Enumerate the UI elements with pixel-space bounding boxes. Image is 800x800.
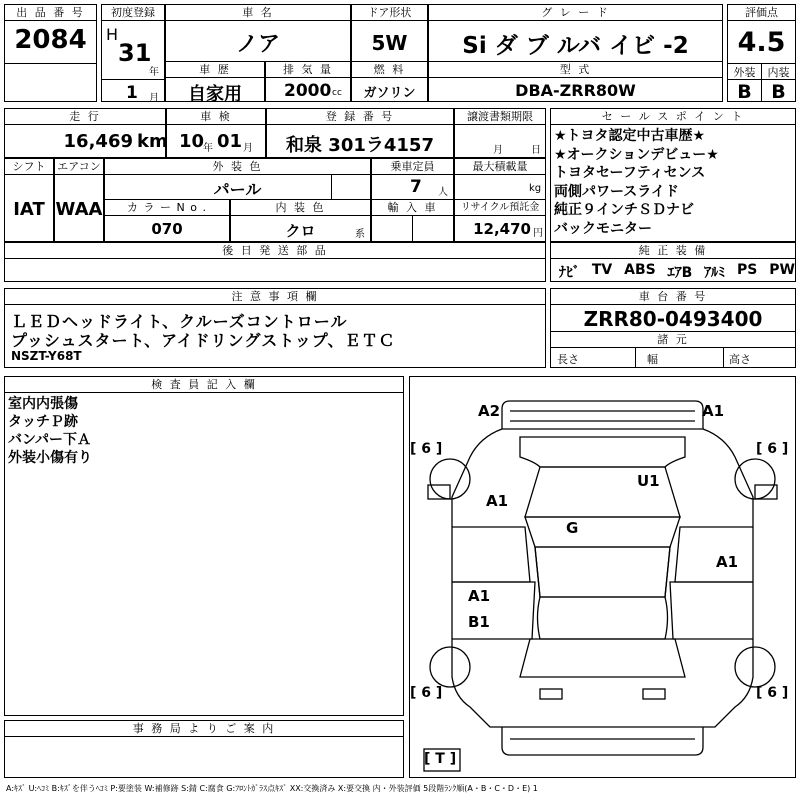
exterior-label: 外装 <box>733 66 756 79</box>
inspector-notes <box>8 395 92 467</box>
capacity-unit: 人 <box>438 187 448 198</box>
fuel-label: 燃 料 <box>352 62 427 78</box>
deferred-parts-label: 後 日 発 送 部 品 <box>5 243 545 259</box>
inspector-note: 室内内張傷 <box>8 396 78 412</box>
tire-front-left: [ 6 ] <box>410 441 443 457</box>
score-cell <box>727 4 796 102</box>
mark-a2-front-left: A2 <box>478 402 501 420</box>
inspector-note: 外装小傷有り <box>8 450 92 466</box>
exterior-grade: B <box>737 81 752 103</box>
registration-label: 登 録 番 号 <box>267 109 453 125</box>
ext-color-value: パール <box>213 180 262 199</box>
notes-line: プッシュスタート、アイドリングストップ、ＥＴＣ <box>11 331 396 350</box>
width-label: 幅 <box>647 353 658 366</box>
sales-points-list <box>554 127 794 238</box>
import-cell <box>371 199 454 242</box>
displacement-value: 2000 <box>284 81 332 101</box>
recycle-cell <box>454 199 546 242</box>
lot-number-label: 出 品 番 号 <box>5 5 96 21</box>
fuel-value: ガソリン <box>363 86 416 101</box>
mark-a1-left-rear: A1 <box>468 587 491 605</box>
sales-point-item: バックモニター <box>554 220 652 237</box>
sales-points-box <box>550 108 796 242</box>
mileage-label: 走 行 <box>5 109 165 125</box>
model-value: DBA-ZRR80W <box>515 81 636 100</box>
shift-value: IAT <box>13 199 45 220</box>
lot-number-cell <box>4 4 97 102</box>
year-value: 31 <box>118 39 152 67</box>
sales-point-item: ★トヨタ認定中古車歴★ <box>554 128 706 144</box>
deferred-parts-cell <box>4 242 546 282</box>
registration-number: 和泉 301ラ4157 <box>286 135 434 156</box>
transfer-deadline-label: 譲渡書類期限 <box>455 109 545 125</box>
history-cell <box>165 61 265 105</box>
recycle-value: 12,470 <box>473 220 531 238</box>
ac-cell <box>54 158 104 242</box>
score-value: 4.5 <box>737 27 786 58</box>
tire-front-right: [ 6 ] <box>756 441 789 457</box>
equipment-item: TV <box>591 262 613 278</box>
legend-text: A:ｷｽﾞ U:ﾍｺﾐ B:ｷｽﾞを伴うﾍｺﾐ P:要塗装 W:補修跡 S:錆 C:腐食 G:ﾌﾛﾝﾄｶﾞﾗｽ点ｷｽﾞ XX:交換済み X:要交換 内・外装評価 5段階ﾗﾝｸ順(A・B・C・D・E) 1 <box>6 784 538 793</box>
month-value: 1 <box>126 83 138 103</box>
car-name-cell <box>165 4 351 62</box>
car-diagram <box>410 377 795 777</box>
color-number-value: 070 <box>151 220 183 238</box>
sales-point-item: トヨタセーフティセンス <box>554 165 706 181</box>
capacity-cell <box>371 158 454 200</box>
load-unit: kg <box>529 183 542 194</box>
inspector-note: タッチＰ跡 <box>8 414 78 430</box>
int-color-unit: 系 <box>355 229 365 240</box>
ext-color-label: 外 装 色 <box>105 159 370 175</box>
transfer-month-unit: 月 <box>493 145 503 156</box>
first-registration-cell <box>101 4 165 102</box>
notes-line: NSZT-Y68T <box>11 349 82 363</box>
door-label: ドア形状 <box>352 5 427 21</box>
color-number-label: カ ラ ー N o . <box>105 200 229 216</box>
notes-box <box>4 288 546 368</box>
inspection-cell <box>166 108 266 158</box>
displacement-label: 排 気 量 <box>266 62 350 78</box>
import-label: 輸 入 車 <box>372 200 453 216</box>
equipment-box <box>550 242 796 282</box>
notes-label: 注 意 事 項 欄 <box>5 289 545 305</box>
equipment-item: ﾅﾋﾞ <box>559 265 580 281</box>
mark-b1-left-rear: B1 <box>468 613 490 631</box>
door-value: 5W <box>371 31 408 55</box>
notes-line: ＬＥＤヘッドライト、クルーズコントロール <box>11 312 348 331</box>
int-color-cell <box>230 199 371 242</box>
equipment-item: PW <box>769 262 795 278</box>
length-label: 長さ <box>557 353 579 366</box>
era-value: H <box>106 25 119 44</box>
displacement-cell <box>265 61 351 102</box>
car-name-value: ノア <box>235 32 280 57</box>
ext-color-cell <box>104 158 371 200</box>
chassis-number: ZRR80-0493400 <box>583 307 763 331</box>
door-cell <box>351 4 428 62</box>
month-unit: 月 <box>149 93 159 104</box>
displacement-unit: cc <box>332 88 342 98</box>
inspector-note: バンパー下Ａ <box>8 432 92 448</box>
interior-label: 内装 <box>767 66 790 79</box>
recycle-unit: 円 <box>533 228 543 239</box>
chassis-label: 車 台 番 号 <box>551 289 795 305</box>
sales-points-label: セ ー ル ス ポ イ ン ト <box>551 109 795 125</box>
dims-label: 諸 元 <box>551 331 795 348</box>
history-label: 車 歴 <box>166 62 264 78</box>
inspection-year: 10 <box>179 131 205 152</box>
damage-diagram-box <box>409 376 796 778</box>
history-value: 自家用 <box>188 84 242 105</box>
equipment-item: ABS <box>624 262 656 278</box>
int-color-value: クロ <box>285 222 316 240</box>
score-label: 評価点 <box>728 5 795 21</box>
inspection-month: 01 <box>217 131 243 152</box>
model-label: 型 式 <box>429 62 722 78</box>
capacity-value: 7 <box>410 177 422 197</box>
transfer-deadline-cell <box>454 108 546 158</box>
grade-label: グ レ ー ド <box>429 5 722 21</box>
equipment-item: ｴｱB <box>667 265 693 281</box>
chassis-box <box>550 288 796 368</box>
mark-g-windshield: G <box>566 519 579 537</box>
capacity-label: 乗車定員 <box>372 159 453 175</box>
office-label: 事 務 局 よ り ご 案 内 <box>5 721 403 737</box>
year-unit: 年 <box>149 67 159 78</box>
inspection-month-unit: 月 <box>243 143 253 154</box>
inspection-year-unit: 年 <box>203 143 213 154</box>
mark-u1-hood: U1 <box>637 472 660 490</box>
height-label: 高さ <box>729 353 751 366</box>
inspection-label: 車 検 <box>167 109 265 125</box>
ac-value: WAA <box>55 199 103 220</box>
shift-label: シフト <box>5 159 53 175</box>
transfer-day-unit: 日 <box>531 145 541 156</box>
tire-rear-left: [ 6 ] <box>410 685 443 701</box>
tire-rear-right: [ 6 ] <box>756 685 789 701</box>
grade-value: Si ダ ブ ルバ イビ -2 <box>462 33 689 59</box>
mark-a1-left-front-door: A1 <box>486 492 509 510</box>
color-number-cell <box>104 199 230 242</box>
spare-tire-mark: [ T ] <box>424 751 457 767</box>
sales-point-item: 純正９インチＳＤナビ <box>554 202 694 218</box>
int-color-label: 内 装 色 <box>231 200 370 216</box>
sales-point-item: ★オークションデビュー★ <box>554 146 719 163</box>
fuel-cell <box>351 61 428 102</box>
ac-label: エアコン <box>55 159 103 175</box>
first-registration-label: 初度登録 <box>102 5 164 21</box>
equipment-label: 純 正 装 備 <box>551 243 795 259</box>
lot-number-value: 2084 <box>14 25 87 55</box>
model-cell <box>428 61 723 102</box>
car-name-label: 車 名 <box>166 5 350 21</box>
mileage-cell <box>4 108 166 158</box>
grade-cell <box>428 4 723 62</box>
load-cell <box>454 158 546 200</box>
mileage-unit: km <box>137 131 168 152</box>
inspector-box <box>4 376 404 716</box>
shift-cell <box>4 158 54 242</box>
mileage-value: 16,469 <box>63 131 133 152</box>
equipment-item: ｱﾙﾐ <box>704 265 726 281</box>
office-box <box>4 720 404 778</box>
sales-point-item: 両側パワースライド <box>554 183 679 200</box>
mark-a1-right-rear: A1 <box>716 553 739 571</box>
interior-grade: B <box>771 81 786 103</box>
mark-a1-front-right: A1 <box>702 402 725 420</box>
equipment-item: PS <box>737 262 758 278</box>
recycle-label: リサイクル預託金 <box>455 200 545 216</box>
inspector-label: 検 査 員 記 入 欄 <box>5 377 403 393</box>
equipment-list <box>559 262 795 282</box>
registration-cell <box>266 108 454 158</box>
load-label: 最大積載量 <box>455 159 545 175</box>
